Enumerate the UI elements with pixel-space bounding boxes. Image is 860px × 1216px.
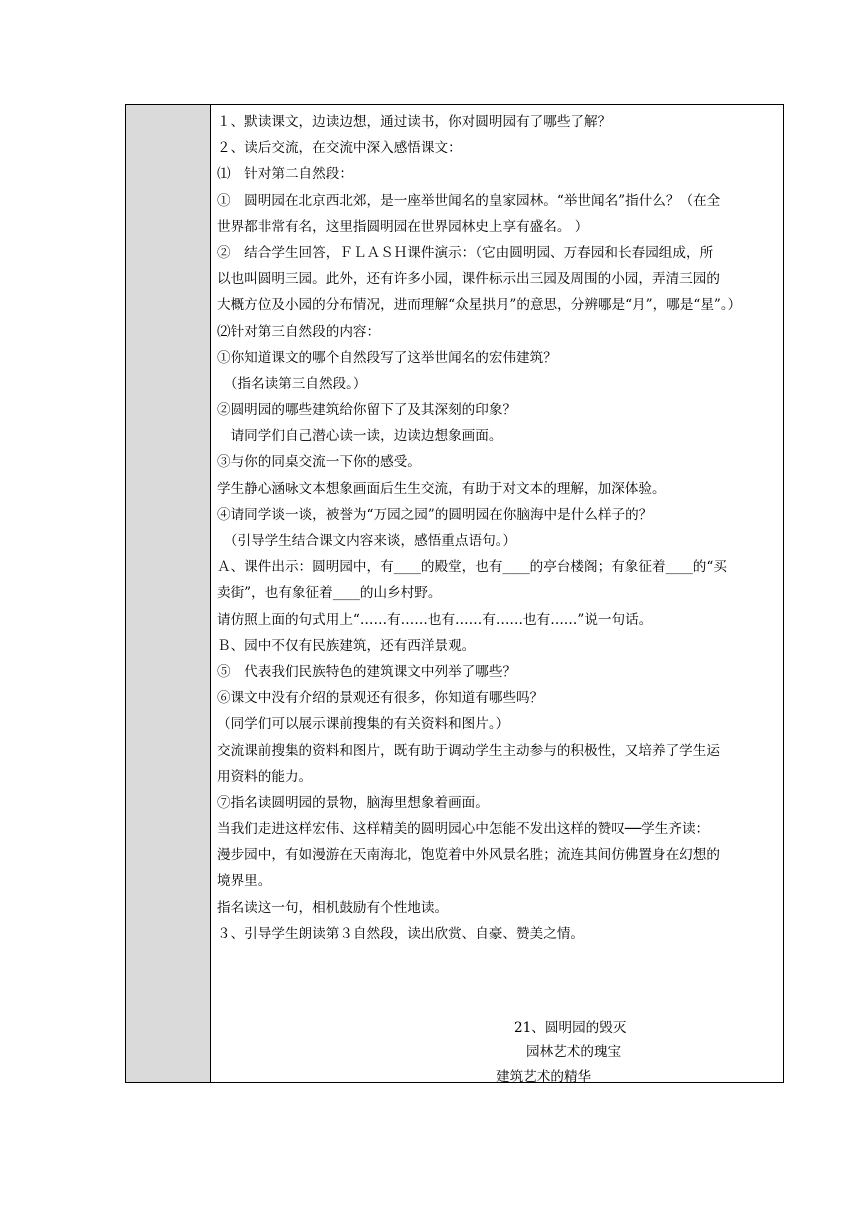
text-line: Ｂ、园中不仅有民族建筑，还有西洋景观。	[217, 637, 476, 654]
text-line: ② 结合学生回答，ＦＬＡＳＨ课件演示：（它由圆明园、万春园和长春园组成，所	[217, 244, 714, 261]
text-line: ２、读后交流，在交流中深入感悟课文：	[217, 140, 462, 157]
text-line: 以也叫圆明三园。此外，还有许多小园，课件标示出三园及周围的小园，弄清三园的	[217, 271, 720, 288]
text-line: ④请同学谈一谈，被誉为“万园之园”的圆明园在你脑海中是什么样子的？	[217, 506, 653, 523]
text-line: （引导学生结合课文内容来谈，感悟重点语句。）	[217, 533, 517, 549]
lesson-table	[125, 104, 784, 1083]
text-line: （同学们可以展示课前搜集的有关资料和图片。）	[217, 716, 510, 733]
text-line: 世界都非常有名，这里指圆明园在世界园林史上享有盛名。 ）	[217, 218, 589, 235]
text-line: ⑥课文中没有介绍的景观还有很多，你知道有哪些吗？	[217, 690, 544, 707]
text-line: １、默读课文，边读边想，通过读书，你对圆明园有了哪些了解？	[217, 114, 612, 130]
board-line-architecture: 建筑艺术的精华	[496, 1069, 592, 1085]
text-line: 当我们走进这样宏伟、这样精美的圆明园心中怎能不发出这样的赞叹──学生齐读：	[217, 821, 710, 838]
text-line: ⑴ 针对第二自然段：	[217, 166, 353, 183]
text-line: 交流课前搜集的资料和图片，既有助于调动学生主动参与的积极性，又培养了学生运	[217, 742, 720, 759]
text-line: ③与你的同桌交流一下你的感受。	[217, 454, 421, 471]
text-line: 大概方位及小园的分布情况，进而理解“众星拱月”的意思，分辨哪是“月”，哪是“星”。）	[217, 297, 742, 314]
lesson-text	[217, 109, 779, 947]
text-line: 漫步园中，有如漫游在天南海北，饱览着中外风景名胜；流连其间仿佛置身在幻想的	[217, 847, 720, 864]
content-cell	[212, 105, 783, 1085]
board-title: 21、圆明园的毁灭	[514, 1020, 627, 1036]
text-line: 用资料的能力。	[217, 768, 313, 785]
board-line-garden: 园林艺术的瑰宝	[526, 1044, 622, 1060]
text-line: 学生静心涵咏文本想象画面后生生交流，有助于对文本的理解，加深体验。	[217, 480, 666, 497]
text-line: ②圆明园的哪些建筑给你留下了及其深刻的印象？	[217, 402, 517, 419]
text-line: （指名读第三自然段。）	[217, 375, 367, 392]
text-line: 境界里。	[217, 873, 272, 890]
left-shaded-cell	[126, 105, 211, 1082]
text-line: 指名读这一句，相机鼓励有个性地读。	[217, 899, 449, 916]
text-line: ⑤ 代表我们民族特色的建筑课文中列举了哪些？	[217, 663, 517, 680]
text-line: Ａ、课件出示：圆明园中，有____的殿堂，也有____的亭台楼阁；有象征着____的“买	[217, 559, 727, 576]
text-line: ⑦指名读圆明园的景物，脑海里想象着画面。	[217, 794, 489, 811]
text-line: ① 圆明园在北京西北郊，是一座举世闻名的皇家园林。“举世闻名”指什么？（在全	[217, 192, 721, 209]
text-line: 卖街”，也有象征着____的山乡村野。	[217, 585, 442, 602]
text-line: 请仿照上面的句式用上“……有……也有……有……也有……”说一句话。	[217, 611, 653, 628]
text-line: 请同学们自己潜心读一读，边读边想象画面。	[217, 428, 503, 445]
text-line: ３、引导学生朗读第３自然段，读出欣赏、自豪、赞美之情。	[217, 925, 585, 942]
text-line: ⑵针对第三自然段的内容：	[217, 323, 381, 340]
text-line: ①你知道课文的哪个自然段写了这举世闻名的宏伟建筑？	[217, 349, 557, 366]
